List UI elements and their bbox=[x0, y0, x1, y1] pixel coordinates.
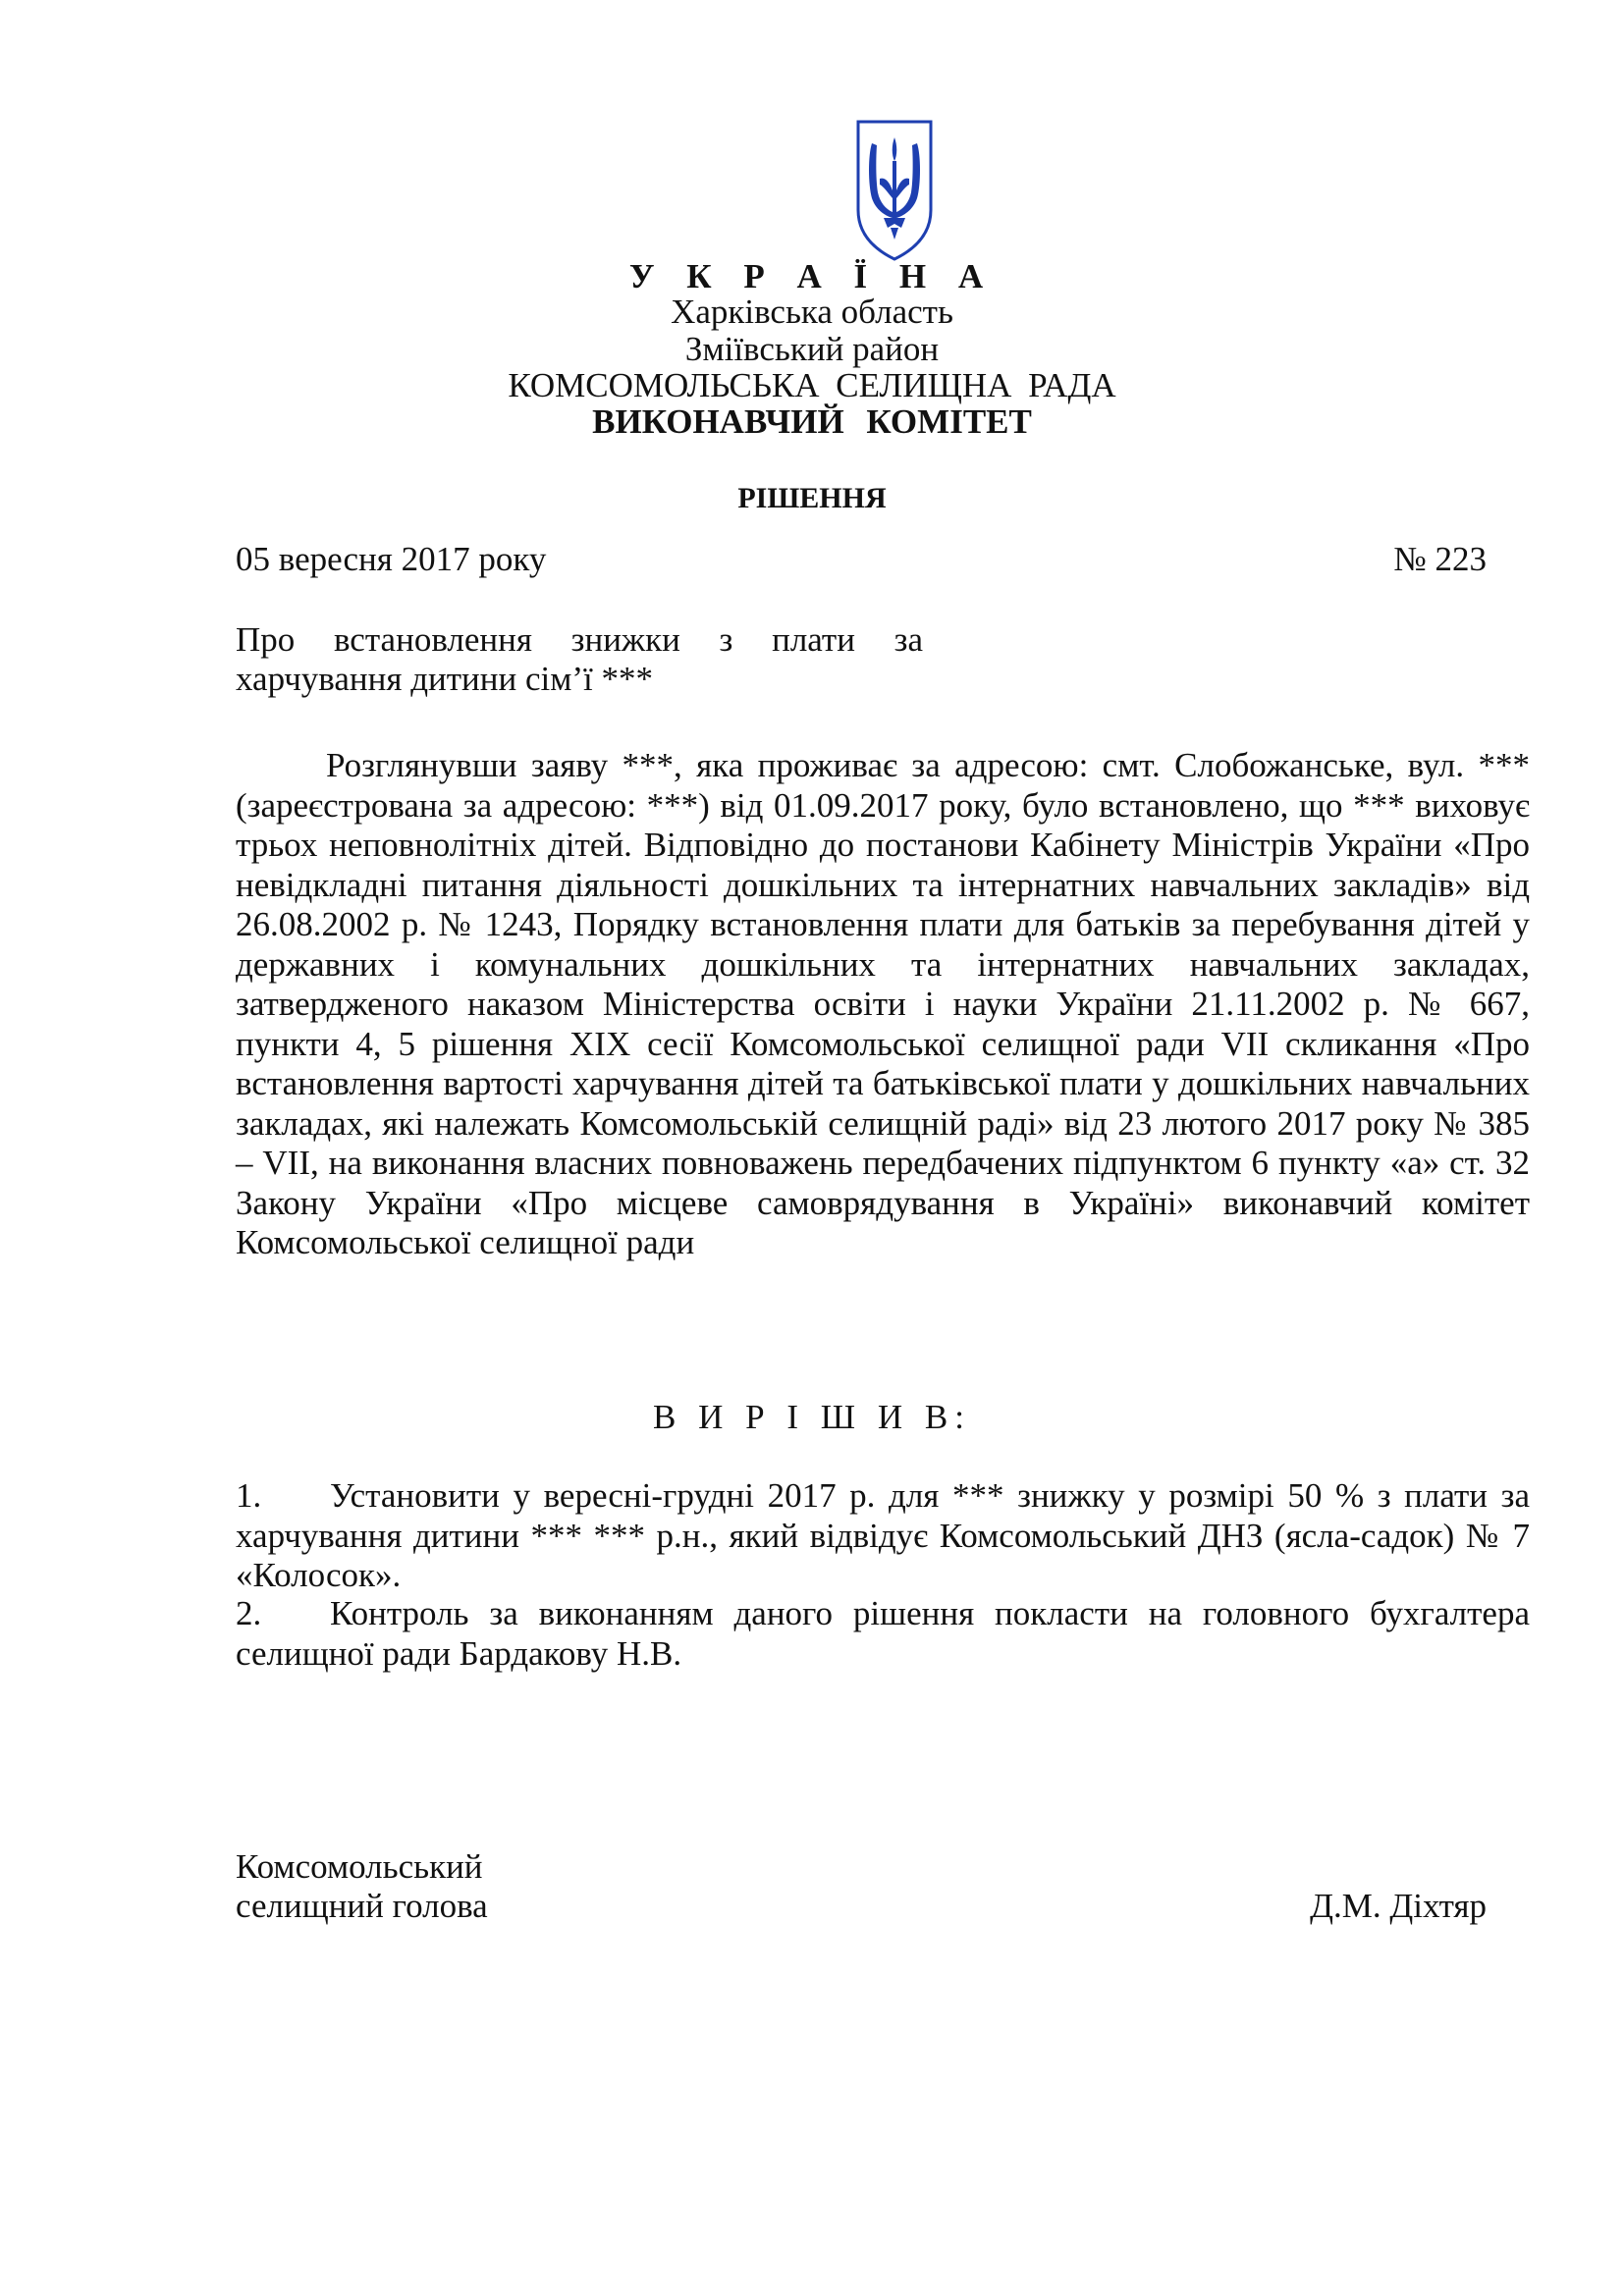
item-number: 2. bbox=[236, 1594, 262, 1632]
signatory-title-line1: Комсомольський bbox=[236, 1847, 483, 1886]
item-text: Установити у вересні-грудні 2017 р. для *** знижку у розмірі 50 % з плати за харчування дитини *** *** р.н., який відвідує Комсомольський ДНЗ (ясла-садок) № 7 «Колосок». bbox=[236, 1476, 1530, 1594]
decision-subject: Про встановлення знижки з плати за харчування дитини сім’ї *** bbox=[236, 620, 923, 698]
country-name: У К Р А Ї Н А bbox=[628, 257, 996, 295]
signatory-name: Д.М. Діхтяр bbox=[1310, 1887, 1487, 1925]
trident-coat-of-arms-icon bbox=[850, 116, 939, 263]
item-text: Контроль за виконанням даного рішення покласти на головного бухгалтера селищної ради Бардакову Н.В. bbox=[236, 1594, 1530, 1673]
signatory-title-line2: селищний голова bbox=[236, 1887, 488, 1925]
resolution-item bbox=[236, 1594, 1530, 1674]
decision-number: № 223 bbox=[1393, 540, 1487, 578]
item-number: 1. bbox=[236, 1476, 262, 1515]
document-type: РІШЕННЯ bbox=[737, 482, 887, 514]
council-name: КОМСОМОЛЬСЬКА СЕЛИЩНА РАДА bbox=[508, 366, 1116, 404]
committee-name: ВИКОНАВЧИЙ КОМІТЕТ bbox=[592, 402, 1032, 441]
region-name: Харківська область bbox=[671, 293, 953, 331]
decision-date: 05 вересня 2017 року bbox=[236, 540, 547, 578]
preamble-paragraph: Розглянувши заяву ***, яка проживає за адресою: смт. Слобожанське, вул. *** (зареєстрована за адресою: ***) від 01.09.2017 року, було встановлено, що *** виховує трьох неповнолітніх дітей. Відповідно до постанови Кабінету Міністрів України «Про невідкладні питання діяльності дошкільних та інтернатних навчальних закладів» від 26.08.2002 р. № 1243, Порядку встановлення плати для батьків за перебування дітей у державних і комунальних дошкільних та інтернатних навчальних закладах, затвердженого наказом Міністерства освіти і науки України 21.11.2002 р. № 667, пункти 4, 5 рішення XIX сесії Комсомольської селищної ради VII скликання «Про встановлення вартості харчування дітей та батьківської плати у дошкільних навчальних закладах, які належать Комсомольській селищній раді» від 23 лютого 2017 року № 385 – VII, на виконання власних повноважень передбачених підпунктом 6 пункту «а» ст. 32 Закону України «Про місцеве самоврядування в Україні» виконавчий комітет Комсомольської селищної ради bbox=[236, 746, 1530, 1261]
district-name: Зміївський район bbox=[684, 330, 940, 368]
resolution-item bbox=[236, 1476, 1530, 1596]
resolved-heading: В И Р І Ш И В: bbox=[653, 1398, 971, 1436]
